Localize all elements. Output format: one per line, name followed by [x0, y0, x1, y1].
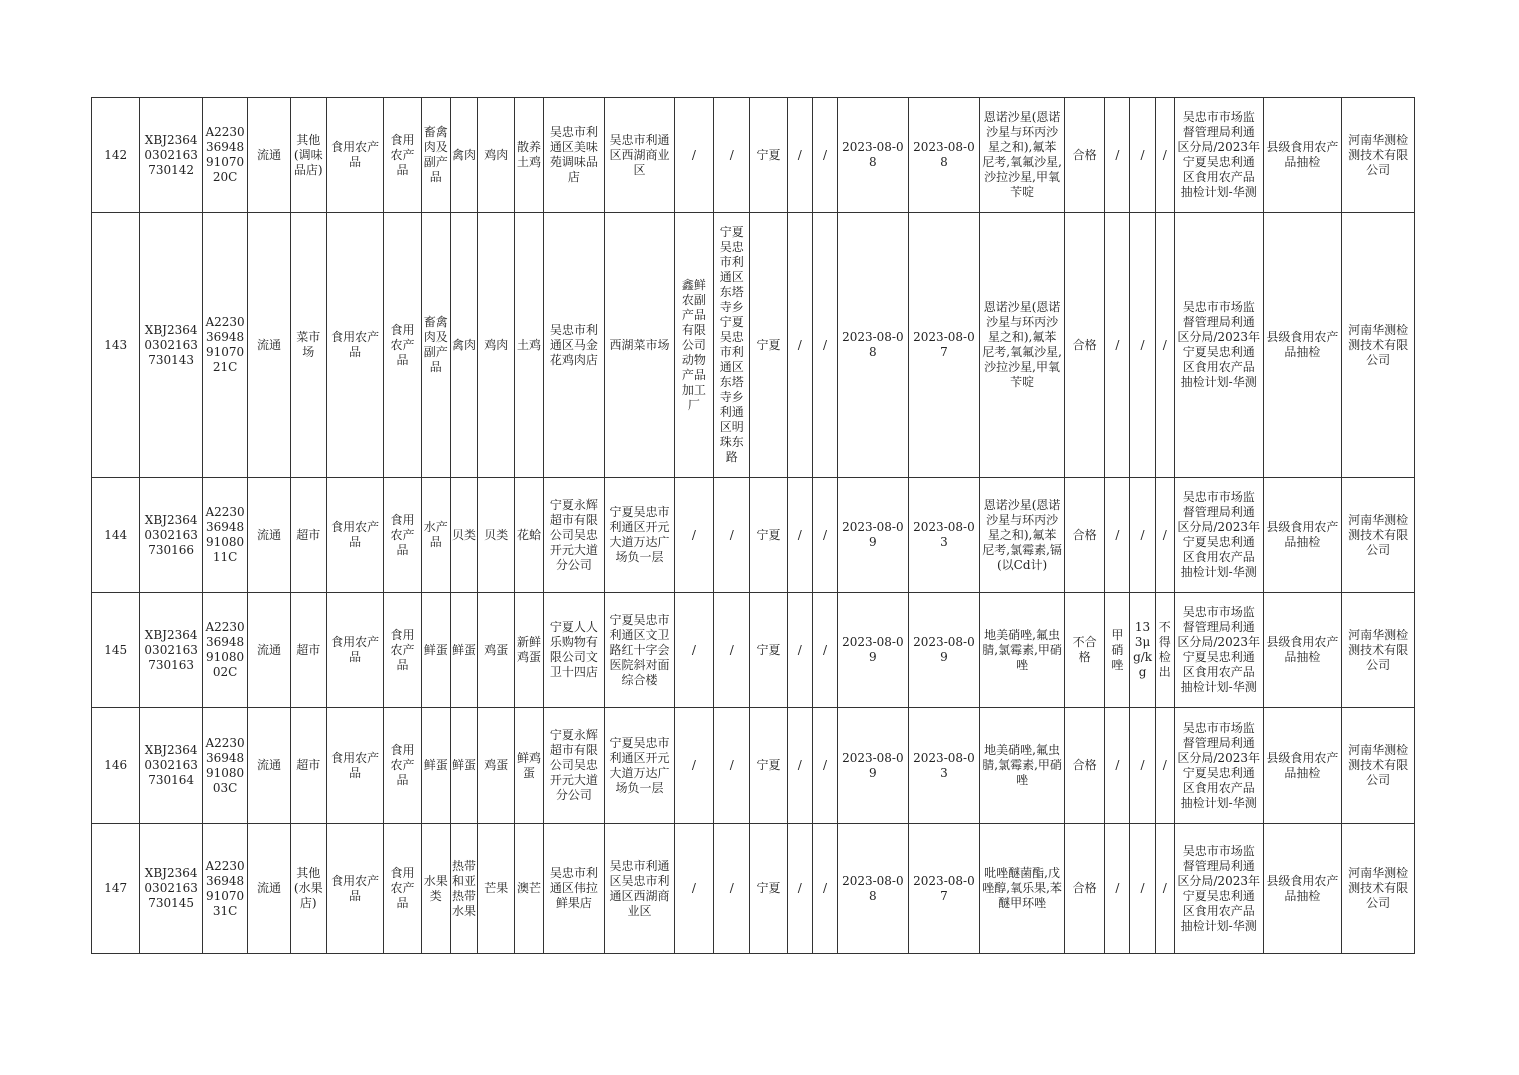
cell-standard: 不得检出 [1155, 593, 1174, 708]
cell-cat5: 贝类 [478, 478, 515, 593]
cell-level: 县级食用农产品抽检 [1263, 824, 1342, 954]
cell-task-source: 吴忠市市场监督管理局利通区分局/2023年宁夏吴忠利通区食用农产品抽检计划-华测 [1174, 824, 1263, 954]
cell-spec: / [787, 708, 812, 824]
cell-cat1: 食用农产品 [326, 98, 383, 213]
cell-seq: 143 [92, 213, 140, 478]
cell-cat1: 食用农产品 [326, 824, 383, 954]
cell-producer: / [674, 708, 713, 824]
cell-producer-address: / [714, 593, 750, 708]
cell-cat3: 畜禽肉及副产品 [421, 213, 450, 478]
cell-producer: / [674, 824, 713, 954]
cell-stage: 流通 [248, 213, 290, 478]
cell-production-date: 2023-08-09 [908, 593, 980, 708]
cell-sample-date: 2023-08-09 [838, 593, 909, 708]
inspection-results-table [91, 97, 1415, 954]
cell-production-date: 2023-08-03 [908, 708, 980, 824]
cell-sampled-unit: 吴忠市利通区马金花鸡肉店 [543, 213, 605, 478]
cell-standard: / [1155, 213, 1174, 478]
cell-fail-item: / [1105, 478, 1130, 593]
cell-standard: / [1155, 824, 1174, 954]
cell-fail-value: / [1130, 478, 1155, 593]
cell-sample-id: XBJ23640302163730166 [140, 478, 203, 593]
cell-fail-value: / [1130, 98, 1155, 213]
cell-result: 合格 [1064, 213, 1104, 478]
cell-brand: / [812, 824, 837, 954]
cell-stage: 流通 [248, 593, 290, 708]
cell-cat5: 鸡蛋 [478, 593, 515, 708]
cell-sampled-unit: 宁夏永辉超市有限公司吴忠开元大道分公司 [543, 478, 605, 593]
cell-lab: 河南华测检测技术有限公司 [1342, 98, 1415, 213]
cell-lab: 河南华测检测技术有限公司 [1342, 478, 1415, 593]
cell-sample-id: XBJ23640302163730163 [140, 593, 203, 708]
cell-fail-item: / [1105, 213, 1130, 478]
cell-task-source: 吴忠市市场监督管理局利通区分局/2023年宁夏吴忠利通区食用农产品抽检计划-华测 [1174, 593, 1263, 708]
cell-spec: / [787, 824, 812, 954]
table-row [92, 478, 1415, 593]
cell-sampled-address: 吴忠市利通区吴忠市利通区西湖商业区 [605, 824, 675, 954]
cell-cat5: 鸡蛋 [478, 708, 515, 824]
cell-sampled-address: 宁夏吴忠市利通区开元大道万达广场负一层 [605, 478, 675, 593]
cell-cat3: 水果类 [421, 824, 450, 954]
cell-level: 县级食用农产品抽检 [1263, 98, 1342, 213]
cell-report-no: A2230369489107021C [202, 213, 247, 478]
cell-result: 合格 [1064, 478, 1104, 593]
cell-result: 合格 [1064, 824, 1104, 954]
cell-cat1: 食用农产品 [326, 593, 383, 708]
cell-producer-address: 宁夏吴忠市利通区东塔寺乡宁夏吴忠市利通区东塔寺乡利通区明珠东路 [714, 213, 750, 478]
cell-production-date: 2023-08-07 [908, 824, 980, 954]
cell-sampled-unit: 吴忠市利通区美味苑调味品店 [543, 98, 605, 213]
cell-lab: 河南华测检测技术有限公司 [1342, 213, 1415, 478]
cell-sample-date: 2023-08-09 [838, 708, 909, 824]
cell-venue: 超市 [290, 708, 326, 824]
cell-lab: 河南华测检测技术有限公司 [1342, 708, 1415, 824]
table-row [92, 708, 1415, 824]
cell-seq: 146 [92, 708, 140, 824]
cell-venue: 超市 [290, 478, 326, 593]
cell-sample-date: 2023-08-09 [838, 478, 909, 593]
cell-report-no: A2230369489107031C [202, 824, 247, 954]
cell-level: 县级食用农产品抽检 [1263, 478, 1342, 593]
cell-cat5: 鸡肉 [478, 213, 515, 478]
cell-cat1: 食用农产品 [326, 478, 383, 593]
cell-sample-date: 2023-08-08 [838, 98, 909, 213]
table-row [92, 98, 1415, 213]
cell-cat2: 食用农产品 [384, 478, 421, 593]
table-row [92, 213, 1415, 478]
cell-fail-value: 133μg/kg [1130, 593, 1155, 708]
cell-sample-date: 2023-08-08 [838, 824, 909, 954]
cell-fail-value: / [1130, 708, 1155, 824]
cell-venue: 其他(水果店) [290, 824, 326, 954]
cell-result: 合格 [1064, 708, 1104, 824]
cell-venue: 菜市场 [290, 213, 326, 478]
cell-cat4: 禽肉 [450, 213, 477, 478]
cell-province: 宁夏 [750, 478, 787, 593]
cell-brand: / [812, 213, 837, 478]
cell-brand: / [812, 593, 837, 708]
cell-cat2: 食用农产品 [384, 213, 421, 478]
cell-sampled-address: 宁夏吴忠市利通区开元大道万达广场负一层 [605, 708, 675, 824]
cell-cat3: 畜禽肉及副产品 [421, 98, 450, 213]
cell-cat2: 食用农产品 [384, 593, 421, 708]
cell-items: 恩诺沙星(恩诺沙星与环丙沙星之和),氟苯尼考,氧氟沙星,沙拉沙星,甲氧苄啶 [980, 213, 1065, 478]
cell-brand: / [812, 708, 837, 824]
cell-producer-address: / [714, 708, 750, 824]
cell-sample-name: 鲜鸡蛋 [515, 708, 543, 824]
cell-fail-value: / [1130, 213, 1155, 478]
cell-seq: 147 [92, 824, 140, 954]
cell-task-source: 吴忠市市场监督管理局利通区分局/2023年宁夏吴忠利通区食用农产品抽检计划-华测 [1174, 708, 1263, 824]
cell-producer: 鑫鲜农副产品有限公司动物产品加工厂 [674, 213, 713, 478]
cell-cat4: 贝类 [450, 478, 477, 593]
cell-sampled-address: 西湖菜市场 [605, 213, 675, 478]
cell-items: 吡唑醚菌酯,戊唑醇,氧乐果,苯醚甲环唑 [980, 824, 1065, 954]
cell-fail-item: / [1105, 708, 1130, 824]
cell-cat3: 鲜蛋 [421, 708, 450, 824]
cell-cat4: 热带和亚热带水果 [450, 824, 477, 954]
cell-standard: / [1155, 708, 1174, 824]
cell-stage: 流通 [248, 824, 290, 954]
cell-sampled-unit: 宁夏永辉超市有限公司吴忠开元大道分公司 [543, 708, 605, 824]
cell-sample-date: 2023-08-08 [838, 213, 909, 478]
cell-level: 县级食用农产品抽检 [1263, 593, 1342, 708]
cell-fail-value: / [1130, 824, 1155, 954]
cell-spec: / [787, 213, 812, 478]
cell-cat3: 鲜蛋 [421, 593, 450, 708]
cell-producer-address: / [714, 98, 750, 213]
cell-task-source: 吴忠市市场监督管理局利通区分局/2023年宁夏吴忠利通区食用农产品抽检计划-华测 [1174, 478, 1263, 593]
cell-cat3: 水产品 [421, 478, 450, 593]
cell-result: 不合格 [1064, 593, 1104, 708]
cell-venue: 超市 [290, 593, 326, 708]
cell-cat5: 芒果 [478, 824, 515, 954]
cell-producer: / [674, 98, 713, 213]
cell-sample-id: XBJ23640302163730143 [140, 213, 203, 478]
cell-items: 恩诺沙星(恩诺沙星与环丙沙星之和),氟苯尼考,氯霉素,镉(以Cd计) [980, 478, 1065, 593]
cell-cat4: 鲜蛋 [450, 708, 477, 824]
cell-task-source: 吴忠市市场监督管理局利通区分局/2023年宁夏吴忠利通区食用农产品抽检计划-华测 [1174, 98, 1263, 213]
cell-spec: / [787, 478, 812, 593]
cell-seq: 145 [92, 593, 140, 708]
cell-producer: / [674, 478, 713, 593]
cell-report-no: A2230369489107020C [202, 98, 247, 213]
cell-brand: / [812, 478, 837, 593]
cell-province: 宁夏 [750, 824, 787, 954]
cell-production-date: 2023-08-07 [908, 213, 980, 478]
cell-level: 县级食用农产品抽检 [1263, 213, 1342, 478]
cell-province: 宁夏 [750, 213, 787, 478]
cell-seq: 144 [92, 478, 140, 593]
cell-fail-item: / [1105, 824, 1130, 954]
cell-task-source: 吴忠市市场监督管理局利通区分局/2023年宁夏吴忠利通区食用农产品抽检计划-华测 [1174, 213, 1263, 478]
cell-producer: / [674, 593, 713, 708]
cell-sample-name: 土鸡 [515, 213, 543, 478]
cell-province: 宁夏 [750, 593, 787, 708]
cell-sample-name: 花蛤 [515, 478, 543, 593]
cell-result: 合格 [1064, 98, 1104, 213]
cell-sample-name: 散养土鸡 [515, 98, 543, 213]
cell-seq: 142 [92, 98, 140, 213]
cell-fail-item: / [1105, 98, 1130, 213]
cell-sampled-address: 吴忠市利通区西湖商业区 [605, 98, 675, 213]
cell-cat2: 食用农产品 [384, 98, 421, 213]
cell-standard: / [1155, 478, 1174, 593]
table-row [92, 824, 1415, 954]
cell-stage: 流通 [248, 98, 290, 213]
cell-stage: 流通 [248, 708, 290, 824]
cell-report-no: A2230369489108003C [202, 708, 247, 824]
cell-cat5: 鸡肉 [478, 98, 515, 213]
cell-spec: / [787, 98, 812, 213]
cell-province: 宁夏 [750, 98, 787, 213]
cell-sample-name: 澳芒 [515, 824, 543, 954]
cell-sample-id: XBJ23640302163730164 [140, 708, 203, 824]
cell-fail-item: 甲硝唑 [1105, 593, 1130, 708]
cell-cat4: 鲜蛋 [450, 593, 477, 708]
cell-cat4: 禽肉 [450, 98, 477, 213]
cell-level: 县级食用农产品抽检 [1263, 708, 1342, 824]
cell-sampled-unit: 宁夏人人乐购物有限公司文卫十四店 [543, 593, 605, 708]
cell-production-date: 2023-08-08 [908, 98, 980, 213]
cell-stage: 流通 [248, 478, 290, 593]
cell-report-no: A2230369489108011C [202, 478, 247, 593]
cell-province: 宁夏 [750, 708, 787, 824]
cell-sample-name: 新鲜鸡蛋 [515, 593, 543, 708]
cell-venue: 其他(调味品店) [290, 98, 326, 213]
cell-sampled-unit: 吴忠市利通区伟拉鲜果店 [543, 824, 605, 954]
cell-sample-id: XBJ23640302163730142 [140, 98, 203, 213]
cell-brand: / [812, 98, 837, 213]
cell-spec: / [787, 593, 812, 708]
cell-cat1: 食用农产品 [326, 708, 383, 824]
cell-production-date: 2023-08-03 [908, 478, 980, 593]
cell-cat2: 食用农产品 [384, 708, 421, 824]
cell-report-no: A2230369489108002C [202, 593, 247, 708]
cell-items: 地美硝唑,氟虫腈,氯霉素,甲硝唑 [980, 708, 1065, 824]
cell-producer-address: / [714, 478, 750, 593]
cell-sample-id: XBJ23640302163730145 [140, 824, 203, 954]
cell-sampled-address: 宁夏吴忠市利通区文卫路红十字会医院斜对面综合楼 [605, 593, 675, 708]
cell-cat1: 食用农产品 [326, 213, 383, 478]
cell-items: 地美硝唑,氟虫腈,氯霉素,甲硝唑 [980, 593, 1065, 708]
cell-producer-address: / [714, 824, 750, 954]
cell-items: 恩诺沙星(恩诺沙星与环丙沙星之和),氟苯尼考,氧氟沙星,沙拉沙星,甲氧苄啶 [980, 98, 1065, 213]
cell-lab: 河南华测检测技术有限公司 [1342, 824, 1415, 954]
cell-cat2: 食用农产品 [384, 824, 421, 954]
table-row [92, 593, 1415, 708]
cell-standard: / [1155, 98, 1174, 213]
cell-lab: 河南华测检测技术有限公司 [1342, 593, 1415, 708]
